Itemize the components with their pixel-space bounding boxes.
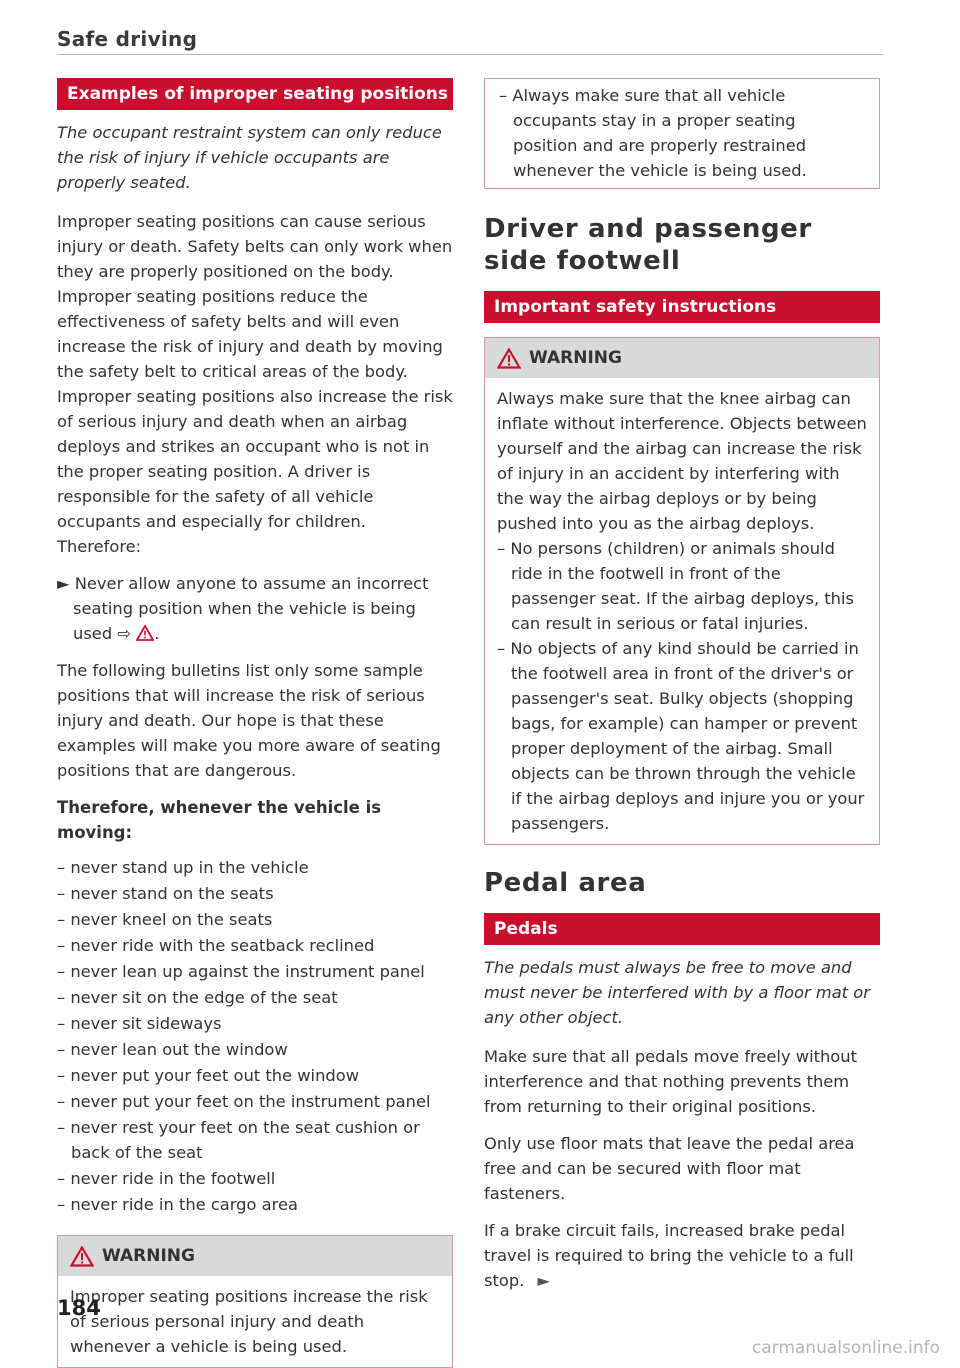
list-item: – never put your feet on the instrument panel [57, 1092, 431, 1111]
list-item-text: No persons (children) or animals should ride in the footwell in front of the passenger seat. If the airbag deploys, this can result in serious or fatal injuries. [510, 539, 855, 633]
pedals-paragraph-1: Make sure that all pedals move freely without interference and that nothing prevents them from returning to their original positions. [484, 1047, 857, 1116]
section-bar-pedals: Pedals [484, 913, 880, 945]
list-item: – never kneel on the seats [57, 910, 273, 929]
body-paragraph: Improper seating positions can cause serious injury or death. Safety belts can only work when they are properly positioned on the body. Improper seating positions reduce the effectiveness of safety belts and will even increase the risk of injury and death by moving the safety belt to critical areas of the body. Improper seating positions also increase the risk of serious injury and death when an airbag deploys and strikes an occupant who is not in the proper seating position. A driver is responsible for the safety of all vehicle occupants and especially for children. Therefore: [57, 212, 453, 556]
list-item-text: never put your feet on the instrument panel [70, 1092, 431, 1111]
list-item-text: never rest your feet on the seat cushion or back of the seat [70, 1118, 420, 1162]
list-item-text: never stand up in the vehicle [70, 858, 309, 877]
list-item: – never sit on the edge of the seat [57, 988, 338, 1007]
arrow-ref-icon: ⇨ [117, 624, 131, 643]
section-bar-safety-instructions: Important safety instructions [484, 291, 880, 323]
list-item-text: never kneel on the seats [70, 910, 273, 929]
list-item: – never sit sideways [57, 1014, 222, 1033]
list-item: – never lean out the window [57, 1040, 288, 1059]
list-item-text: never ride in the cargo area [70, 1195, 298, 1214]
continue-arrow-icon: ► [537, 1271, 551, 1290]
occupant-note-box [484, 78, 880, 189]
list-item-text: never sit on the edge of the seat [70, 988, 338, 1007]
instruction-bullet [57, 571, 453, 646]
list-item-text: never sit sideways [70, 1014, 222, 1033]
pedals-paragraph-2: Only use floor mats that leave the pedal area free and can be secured with floor mat fasteners. [484, 1134, 855, 1203]
warning-triangle-icon [136, 625, 154, 641]
heading-footwell: Driver and passenger side footwell [484, 214, 812, 276]
list-item: – No persons (children) or animals should ride in the footwell in front of the passenger seat. If the airbag deploys, this can result in serious or fatal injuries. [497, 539, 855, 633]
list-item-text: No objects of any kind should be carried in the footwell area in front of the driver's or passenger's seat. Bulky objects (shopping bags, for example) can hamper or prevent proper deployment of the airbag. Small objects can be thrown through the vehicle if the airbag deploys and injure you or your passengers. [510, 639, 865, 833]
warning-text: Always make sure that the knee airbag can inflate without interference. Objects between yourself and the airbag can increase the risk of injury in an accident by interfering with the way the airbag deploys or by being pushed into you as the airbag deploys. [497, 389, 867, 533]
list-item: – never ride in the cargo area [57, 1195, 298, 1214]
subheading-moving: Therefore, whenever the vehicle is moving: [57, 798, 382, 842]
warning-list [497, 536, 867, 836]
intro-text: The occupant restraint system can only reduce the risk of injury if vehicle occupants are properly seated. [57, 123, 442, 192]
list-item-text: never stand on the seats [70, 884, 274, 903]
warning-triangle-icon [497, 348, 521, 369]
warning-header [58, 1236, 452, 1276]
bullet-marker: ► [57, 574, 70, 593]
list-item: – Always make sure that all vehicle occupants stay in a proper seating position and are properly restrained whenever the vehicle is being used. [499, 86, 807, 180]
watermark: carmanualsonline.info [751, 1338, 940, 1358]
list-item-text: never ride with the seatback reclined [70, 936, 375, 955]
list-item: – never stand up in the vehicle [57, 858, 309, 877]
pedals-intro: The pedals must always be free to move and must never be interfered with by a floor mat or any other object. [484, 958, 870, 1027]
section-title: Safe driving [57, 27, 198, 51]
warning-box-footwell [484, 337, 880, 845]
list-item-text: never ride in the footwell [70, 1169, 276, 1188]
pedals-paragraph-3: If a brake circuit fails, increased brake pedal travel is required to bring the vehicle to a full stop. ► [484, 1221, 854, 1290]
body-paragraph-2: The following bulletins list only some sample positions that will increase the risk of serious injury and death. Our hope is that these examples will make you more aware of seating positions that are dangerous. [57, 661, 441, 780]
list-item-text: never lean out the window [70, 1040, 288, 1059]
list-item-text: never put your feet out the window [70, 1066, 360, 1085]
page-number: 184 [57, 1296, 101, 1320]
right-column [484, 78, 880, 1305]
list-item: – never ride in the footwell [57, 1169, 276, 1188]
list-item: – never lean up against the instrument panel [57, 962, 425, 981]
bullet-text: Never allow anyone to assume an incorrect seating position when the vehicle is being used [73, 574, 429, 643]
warning-box [57, 1235, 453, 1368]
never-list [57, 855, 453, 1217]
warning-triangle-icon [70, 1246, 94, 1267]
heading-pedal-area: Pedal area [484, 868, 647, 898]
header-divider [57, 54, 883, 55]
list-item: – never put your feet out the window [57, 1066, 360, 1085]
warning-text: Improper seating positions increase the risk of serious personal injury and death whenever a vehicle is being used. [70, 1287, 428, 1356]
warning-title: WARNING [529, 347, 622, 368]
list-item-text: never lean up against the instrument panel [70, 962, 425, 981]
list-item: – never rest your feet on the seat cushion or back of the seat [57, 1118, 420, 1162]
list-item: – No objects of any kind should be carried in the footwell area in front of the driver's or passenger's seat. Bulky objects (shopping bags, for example) can hamper or prevent proper deployment of the airbag. Small objects can be thrown through the vehicle if the airbag deploys and injure you or your passengers. [497, 639, 865, 833]
warning-header [485, 338, 879, 378]
list-item: – never stand on the seats [57, 884, 274, 903]
list-item: – never ride with the seatback reclined [57, 936, 375, 955]
section-bar-improper-seating: Examples of improper seating positions [57, 78, 453, 110]
left-column [57, 78, 453, 1368]
cross-reference[interactable]: ⇨ . [117, 624, 160, 643]
warning-body [485, 378, 879, 844]
warning-title: WARNING [102, 1245, 195, 1266]
